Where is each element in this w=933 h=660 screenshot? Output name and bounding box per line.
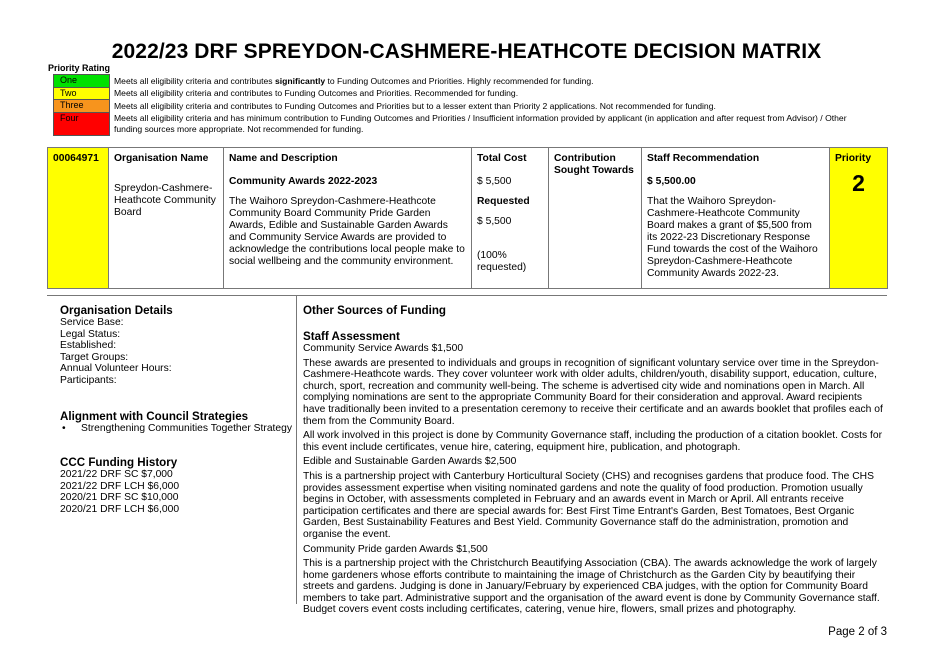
participants-field: Participants: xyxy=(60,374,117,386)
page-number: Page 2 of 3 xyxy=(828,626,887,638)
priority-cell xyxy=(830,148,888,289)
legal-status-field: Legal Status: xyxy=(60,328,121,340)
funding-history-heading: CCC Funding History xyxy=(60,456,178,470)
assessment-paragraph: This is a partnership project with Canterbury Horticultural Society (CHS) and recognises gardens that produce food. The CHS provides assessment expertise when visiting nominated gardens and note the quality of food production. Promotion usually begins in October, with assessments completed in February and an awards event in March or April. All entrants receive participation certificates and there are special awards for: Best First Time Entrant's Garden, Best Tomatoes, Best Organic Garden, Best Sustainability Features and Best Yield. Community Governance staff do the administration, promotion and organise the event. xyxy=(303,470,874,540)
priority-desc-one: Meets all eligibility criteria and contributes significantly to Funding Outcomes and Priorities. Highly recommended for funding. xyxy=(114,75,594,86)
application-table xyxy=(47,147,888,289)
recommendation-text: That the Waihoro Spreydon-Cashmere-Heathcote Community Board makes a grant of $5,500 from its 2022-23 Discretionary Response Fund towards the cost of the Waihoro Spreydon-Cashmere-Heathcote Community Awards 2022-23. xyxy=(647,196,818,279)
name-description-cell xyxy=(224,148,472,289)
staff-assessment-heading: Staff Assessment xyxy=(303,330,400,343)
priority-value: 2 xyxy=(852,170,865,196)
priority-rating-heading: Priority Rating xyxy=(48,63,111,73)
assessment-subheading: Edible and Sustainable Garden Awards $2,500 xyxy=(303,456,517,468)
volunteer-hours-field: Annual Volunteer Hours: xyxy=(60,363,172,375)
priority-swatch-three: Three xyxy=(54,100,110,113)
contribution-cell xyxy=(549,148,642,289)
target-groups-field: Target Groups: xyxy=(60,351,129,363)
project-description: The Waihoro Spreydon-Cashmere-Heathcote Community Board Community Pride Garden Awards, Edible and Sustainable Garden Awards and Community Service Awards are provided to acknowledge the contributions local people make to social wellbeing and the community environment. xyxy=(229,196,465,267)
priority-swatch-four: Four xyxy=(54,112,110,135)
organisation-details-heading: Organisation Details xyxy=(60,304,173,317)
priority-desc-four: Meets all eligibility criteria and has minimum contribution to Funding Outcomes and Priorities / Insufficient information provided by applicant (in application and after request from Advisor) / Other funding sources more appropriate. Not recommended for funding. xyxy=(114,113,847,134)
requested-amount: $ 5,500 xyxy=(477,216,512,227)
priority-row-four xyxy=(54,112,881,135)
contribution-header: Contribution Sought Towards xyxy=(554,153,634,176)
assessment-subheading: Community Pride garden Awards $1,500 xyxy=(303,543,488,555)
assessment-paragraph: All work involved in this project is done by Community Governance staff, including the production of a citation booklet. Costs for this event include certificates, venue hire, catering, equipment hire, publication, and photograph. xyxy=(303,430,883,453)
funding-history-item: 2020/21 DRF LCH $6,000 xyxy=(60,503,180,515)
assessment-paragraph: This is a partnership project with the Christchurch Beautifying Association (CBA). The awards acknowledge the work of largely home gardeners whose efforts contribute to maintaining the image of Christchurch as the Garden City by beautifying their streets and gardens. Judging is done in January/February by experienced CBA judges, with the option for Community Board members to take part. Administrative support and the organisation of the award event is done by Community Governance staff. Budget covers event costs including certificates, catering, venue hire, flowers, small prizes and photography. xyxy=(303,558,880,616)
section-divider xyxy=(47,295,887,296)
organisation-name: Spreydon-Cashmere-Heathcote Community Board xyxy=(114,183,216,218)
priority-rating-legend xyxy=(53,74,881,136)
application-id-cell xyxy=(48,148,109,289)
bullet-icon: • xyxy=(62,422,66,434)
left-column xyxy=(60,304,292,516)
priority-row-one xyxy=(54,75,881,88)
organisation-cell xyxy=(109,148,224,289)
application-row xyxy=(48,148,888,289)
total-cost-value: $ 5,500 xyxy=(477,176,512,187)
established-field: Established: xyxy=(60,340,117,352)
requested-percent: (100% requested) xyxy=(477,250,527,273)
priority-header: Priority xyxy=(835,153,872,164)
assessment-subheading: Community Service Awards $1,500 xyxy=(303,343,464,354)
name-description-header: Name and Description xyxy=(229,153,338,164)
funding-history-item: 2021/22 DRF SC $7,000 xyxy=(60,469,173,481)
application-id: 00064971 xyxy=(53,153,99,164)
total-cost-cell xyxy=(472,148,549,289)
page-title: 2022/23 DRF SPREYDON-CASHMERE-HEATHCOTE DECISION MATRIX xyxy=(111,40,822,63)
alignment-heading: Alignment with Council Strategies xyxy=(60,409,249,423)
alignment-item xyxy=(60,423,292,435)
priority-row-three xyxy=(54,100,881,113)
other-sources-heading: Other Sources of Funding xyxy=(303,304,446,317)
service-base-field: Service Base: xyxy=(60,317,124,328)
funding-history-item: 2021/22 DRF LCH $6,000 xyxy=(60,480,180,492)
recommended-amount: $ 5,500.00 xyxy=(647,176,696,187)
priority-swatch-one: One xyxy=(54,75,110,88)
column-divider xyxy=(296,295,297,604)
priority-desc-two: Meets all eligibility criteria and contributes to Funding Outcomes and Priorities. Recommended for funding. xyxy=(114,88,519,98)
priority-desc-three: Meets all eligibility criteria and contributes to Funding Outcomes and Priorities but to a lesser extent than Priority 2 applications. Not recommended for funding. xyxy=(114,100,716,111)
alignment-item-text: Strengthening Communities Together Strategy xyxy=(81,422,293,434)
project-title: Community Awards 2022-2023 xyxy=(229,176,378,187)
staff-recommendation-header: Staff Recommendation xyxy=(647,153,760,164)
organisation-header: Organisation Name xyxy=(114,153,209,164)
priority-swatch-two: Two xyxy=(54,87,110,100)
requested-label: Requested xyxy=(477,196,530,207)
funding-history-item: 2020/21 DRF SC $10,000 xyxy=(60,492,179,504)
priority-row-two xyxy=(54,87,881,100)
right-column xyxy=(303,304,887,619)
total-cost-header: Total Cost xyxy=(477,153,527,164)
assessment-paragraph: These awards are presented to individuals and groups in recognition of significant voluntary service over time in the Spreydon-Cashmere-Heathcote wards. They cover volunteer work with older adults, children/youth, disability support, education, culture, church, sport, recreation and community well-being. The scheme is advertised city wide and nominations open in March. All complying nominations are sent to the appropriate Community Board for their consideration and approval. Award recipients have traditionally been invited to a presentation ceremony to receive their certificate and an awards booklet that profiles each of them from the Community Board. xyxy=(303,357,883,427)
staff-recommendation-cell xyxy=(642,148,830,289)
